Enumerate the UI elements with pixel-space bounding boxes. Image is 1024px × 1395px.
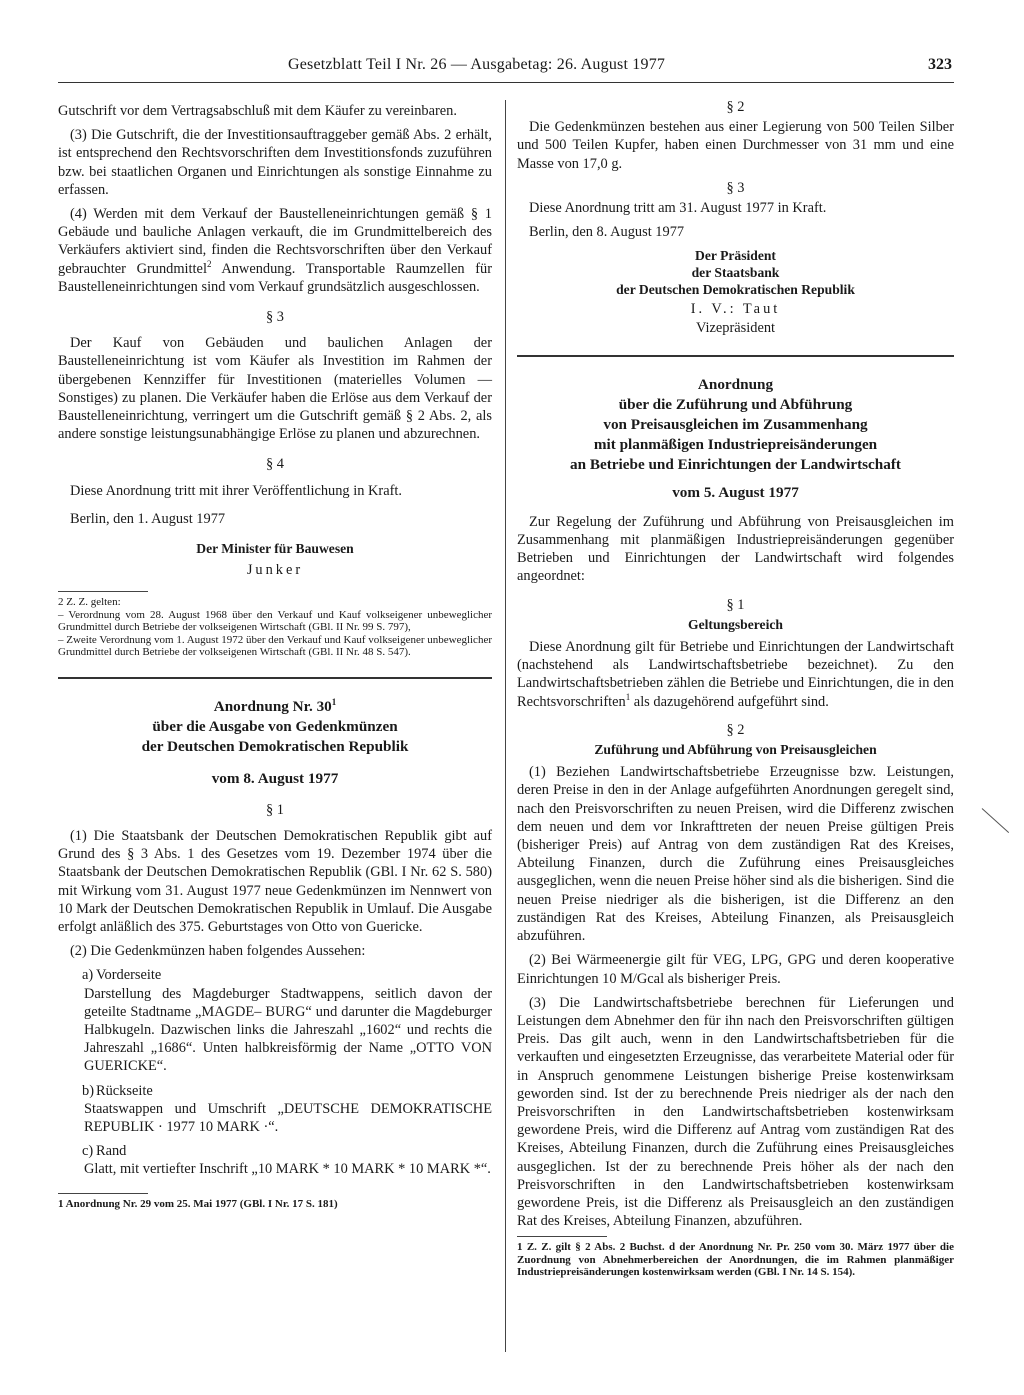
- section-heading: § 3: [266, 309, 284, 326]
- list-label: c): [82, 1143, 94, 1160]
- footnote-rule: [58, 591, 148, 592]
- paragraph: Zur Regelung der Zuführung und Abführung von Preisausgleichen im Zusammenhang mit planmäßigen Industriepreisänderungen gegenüber Betrieben und Einrichtungen der Landwirtschaft wird folgendes angeordnet:: [517, 513, 954, 585]
- paragraph: [58, 205, 492, 296]
- document-title: Anordnung: [697, 375, 774, 393]
- list-label: a): [82, 967, 94, 984]
- signer-line: Der Präsident: [695, 248, 776, 264]
- page-header: [58, 56, 954, 83]
- paragraph: (2) Die Gedenkmünzen haben folgendes Aussehen:: [70, 943, 366, 960]
- place-date: Berlin, den 8. August 1977: [529, 224, 685, 241]
- paragraph-text: (4) Werden mit dem Verkauf der Baustelleneinrichtungen gemäß § 1 Gebäude und bauliche Anlagen verkauft, die im Grundmittelbereich des Verkäufers aktiviert sind, finden die Rechtsvorschriften über den Verkauf gebrauchter Grundmittel: [58, 206, 492, 277]
- section-subheading: Geltungsbereich: [688, 616, 783, 632]
- footnote-item: – Verordnung vom 28. August 1968 über den Verkauf und Kauf volkseigener unbeweglicher Grundmittel durch Betriebe der volkseigenen Wirtschaft (GBl. II Nr. 99 S. 797),: [58, 608, 492, 634]
- signer-title: Der Minister für Bauwesen: [196, 541, 354, 557]
- section-heading: § 1: [266, 801, 284, 818]
- section-heading: § 1: [726, 596, 745, 613]
- document-title-text: Anordnung Nr. 30: [213, 697, 332, 715]
- place-date: Berlin, den 1. August 1977: [70, 510, 226, 527]
- document-date: vom 8. August 1977: [211, 769, 339, 787]
- list-item: [58, 966, 492, 984]
- document-title: mit planmäßigen Industriepreisänderungen: [593, 435, 878, 453]
- list-text: Glatt, mit vertiefter Inschrift „10 MARK * 10 MARK * 10 MARK *“.: [84, 1161, 491, 1178]
- footnote: [58, 1198, 492, 1211]
- list-text: Darstellung des Magdeburger Stadtwappens, seitlich davon der geteilte Stadtname „MAGDE– BURG“ und darunter die Magdeburger Halbkugeln. Dazwischen links die Jahreszahl „1602“ und rechts die Jahreszahl „1686“. Unten halbkreisförmig der Name „OTTO VON GUERICKE“.: [84, 985, 492, 1075]
- list-text: Staatswappen und Umschrift „DEUTSCHE DEMOKRATISCHE REPUBLIK · 1977 10 MARK ·“.: [84, 1100, 492, 1136]
- paragraph: Die Gedenkmünzen bestehen aus einer Legierung von 500 Teilen Silber und 500 Teilen Kupfer, haben einen Durchmesser von 31 mm und eine Masse von 17,0 g.: [517, 119, 954, 172]
- right-column: [517, 99, 954, 1279]
- section-heading: § 2: [726, 99, 745, 115]
- paragraph: [517, 638, 954, 711]
- document-date: vom 5. August 1977: [672, 483, 799, 501]
- signer-line: der Deutschen Demokratischen Republik: [616, 282, 855, 298]
- footnote-ref: 2: [206, 258, 212, 269]
- signer-name: I. V.: Taut: [690, 301, 781, 318]
- document-separator: [517, 355, 954, 357]
- section-heading: § 2: [726, 721, 745, 738]
- list-item: [58, 1142, 492, 1160]
- footnote-rule: [58, 1193, 148, 1194]
- column-divider: [505, 100, 506, 1352]
- paragraph: Diese Anordnung tritt am 31. August 1977 in Kraft.: [529, 200, 827, 217]
- section-heading: § 3: [726, 179, 745, 196]
- paragraph: (3) Die Gutschrift, die der Investitionsauftraggeber gemäß Abs. 2 erhält, ist entsprechend den Rechtsvorschriften dem Investitionsfonds zuzuführen bzw. bei staatlichen Organen und Einrichtungen als sonstige Einnahme zu erfassen.: [58, 127, 492, 198]
- footnote-ref: 1: [625, 691, 631, 702]
- left-column: [58, 102, 492, 1210]
- paragraph-text: Anwendung. Transportable Raumzellen für Baustelleneinrichtungen sind vom Verkauf grundsätzlich ausgeschlossen.: [58, 260, 492, 295]
- document-title: an Betriebe und Einrichtungen der Landwirtschaft: [570, 455, 901, 473]
- list-head: Rand: [96, 1143, 127, 1160]
- paragraph: Gutschrift vor dem Vertragsabschluß mit dem Käufer zu vereinbaren.: [58, 103, 457, 119]
- signer-role: Vizepräsident: [695, 319, 776, 336]
- footnote-intro: 2 Z. Z. gelten:: [58, 596, 121, 609]
- list-head: Vorderseite: [96, 967, 162, 984]
- paragraph: Diese Anordnung tritt mit ihrer Veröffentlichung in Kraft.: [70, 482, 402, 499]
- paragraph: (1) Die Staatsbank der Deutschen Demokratischen Republik gibt auf Grund des § 3 Abs. 1 des Gesetzes vom 19. Dezember 1974 über die Staatsbank der Deutschen Demokratischen Republik (GBl. I Nr. 62 S. 580) mit Wirkung vom 31. August 1977 neue Gedenkmünzen im Nennwert von 10 Mark der Deutschen Demokratischen Republik in Umlauf. Die Ausgabe erfolgt anläßlich des 375. Geburtstages von Otto von Guericke.: [58, 827, 492, 935]
- footnote-ref: 1: [331, 696, 337, 707]
- footnote-rule: [517, 1236, 607, 1237]
- paragraph-text: als dazugehörend aufgeführt sind.: [630, 693, 829, 710]
- list-item: [58, 1082, 492, 1100]
- signer-line: der Staatsbank: [691, 265, 780, 281]
- paragraph: Der Kauf von Gebäuden und baulichen Anlagen der Baustelleneinrichtung ist vom Käufer als Investition im Rahmen der übergebenen Kennziffer für Investitionen (materielles Volumen — Sonstiges) zu planen. Die Verkäufer haben die Erlöse aus dem Verkauf der Baustelleneinrichtung, verringert um die Gutschrift gemäß § 2 Abs. 2, als andere sonstige leistungsunabhängige Erlöse zu planen und abzurechnen.: [58, 335, 492, 443]
- section-subheading: Zuführung und Abführung von Preisausgleichen: [594, 742, 877, 758]
- paragraph: (3) Die Landwirtschaftsbetriebe berechnen für Lieferungen und Leistungen dem Abnehmer den für ihn nach den Preisvorschriften gültigen Preis. Das gilt auch, wenn in den Landwirtschaftsbetrieben für die verkauften und eingesetzten Erzeugnisse, das verarbeitete Material oder für in Anspruch genommene Leistungen bisherige Preise kostenwirksam geworden sind. Ist der zu berechnende Preis niedriger als der nach den Preisvorschriften in den Landwirtschaftsbetrieben kostenwirksam gewordene Preis, wird die Differenz auf Antrag vom zuständigen Rat des Kreises, Abteilung Finanzen, durch die Zuführung eines Preisausgleiches ausgeglichen. Ist der zu berechnende Preis höher als der nach den Preisvorschriften in den Landwirtschaftsbetrieben kostenwirksam gewordene Preis, ist die Differenz als Preisausgleich an den zuständigen Rat des Kreises, Abteilung Finanzen, abzuführen.: [517, 994, 954, 1230]
- paragraph-text: Diese Anordnung gilt für Betriebe und Einrichtungen der Landwirtschaft (nachstehend als Landwirtschaftsbetriebe bezeichnet). Zu den Landwirtschaftsbetrieben zählen die Betriebe und Einrichtungen, die in den Rechtsvorschriften: [517, 639, 954, 710]
- signer-name: Junker: [246, 562, 304, 579]
- document-title: von Preisausgleichen im Zusammenhang: [603, 415, 868, 433]
- header-title: Gesetzblatt Teil I Nr. 26 — Ausgabetag: 26. August 1977: [288, 56, 666, 73]
- document-title: [58, 697, 492, 717]
- list-head: Rückseite: [96, 1082, 153, 1099]
- footnote-item: 1 Anordnung Nr. 29 vom 25. Mai 1977 (GBl. I Nr. 17 S. 181): [58, 1197, 338, 1210]
- footnote-item: – Zweite Verordnung vom 1. August 1972 über den Verkauf und Kauf volkseigener unbeweglicher Grundmittel durch Betriebe der volkseigenen Wirtschaft (GBl. II Nr. 48 S. 547).: [58, 633, 492, 659]
- document-title: über die Ausgabe von Gedenkmünzen: [152, 717, 398, 735]
- paragraph: (2) Bei Wärmeenergie gilt für VEG, LPG, GPG und deren kooperative Einrichtungen 10 M/Gcal als bisheriger Preis.: [517, 952, 954, 987]
- document-title: der Deutschen Demokratischen Republik: [141, 737, 409, 755]
- list-label: b): [82, 1082, 94, 1099]
- footnote-item: 1 Z. Z. gilt § 2 Abs. 2 Buchst. d der Anordnung Nr. Pr. 250 vom 30. März 1977 über die Zuordnung von Abnehmerbereichen der Anordnungen, die im Rahmen planmäßiger Industriepreisänderungen kostenwirksam werden (GBl. I Nr. 14 S. 154).: [517, 1241, 954, 1279]
- section-heading: § 4: [266, 456, 284, 473]
- footnote: [58, 596, 492, 659]
- paragraph: (1) Beziehen Landwirtschaftsbetriebe Erzeugnisse bzw. Leistungen, deren Preise in den in der Anlage aufgeführten Anordnungen geregelt sind, nach den Preisvorschriften zu neuen Preisen, wird die Differenz zwischen dem neuen und dem vor Inkrafttreten der neuen Preise gültigen Preis (bisheriger Preis) auf Antrag von dem zuständigen Rat des Kreises, Abteilung Finanzen, durch die Zuführung eines Preisausgleiches ausgeglichen, wenn die neuen Preise höher sind als die bisherigen. Sind die neuen Preise niedriger als die bisherigen, ist die Differenz an den zuständigen Rat des Kreises, Abteilung Finanzen, als Preisausgleich abzuführen.: [517, 764, 954, 945]
- margin-pencil-mark: [982, 808, 1009, 833]
- page-number: 323: [928, 56, 952, 73]
- document-separator: [58, 677, 492, 679]
- document-title: über die Zuführung und Abführung: [618, 395, 853, 413]
- footnote: [517, 1241, 954, 1279]
